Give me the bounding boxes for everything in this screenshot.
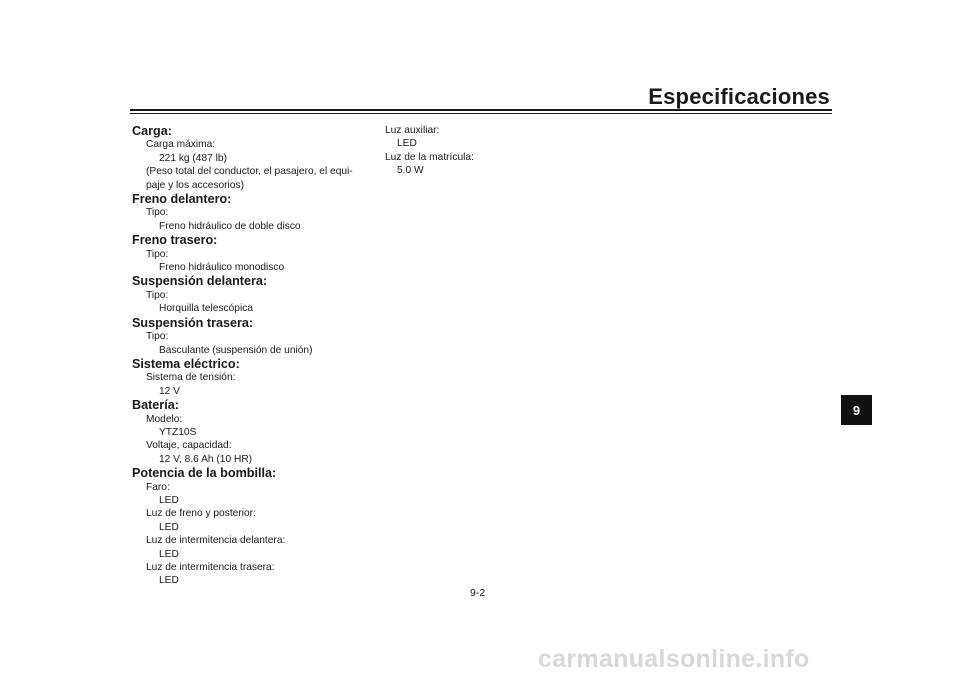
spec-value-luz-auxiliar: LED <box>397 138 417 150</box>
spec-note-line-1: (Peso total del conductor, el pasajero, el equi- <box>146 166 353 178</box>
header-rule-thin <box>130 113 832 114</box>
header-rule-thick <box>130 109 832 111</box>
spec-value-carga-maxima: 221 kg (487 lb) <box>159 152 227 164</box>
spec-value-sistema-tension: 12 V <box>159 385 180 397</box>
spec-value-modelo: YTZ10S <box>159 426 197 438</box>
page-number: 9-2 <box>470 587 486 599</box>
spec-label-luz-matricula: Luz de la matrícula: <box>385 151 474 163</box>
spec-label-tipo: Tipo: <box>146 331 169 343</box>
spec-label-carga-maxima: Carga máxima: <box>146 139 216 151</box>
spec-value-luz-matricula: 5.0 W <box>397 165 424 177</box>
spec-label-luz-auxiliar: Luz auxiliar: <box>385 125 440 136</box>
spec-label-voltaje: Voltaje, capacidad: <box>146 440 232 452</box>
spec-label-luz-freno: Luz de freno y posterior: <box>146 508 256 520</box>
section-heading-freno-delantero: Freno delantero: <box>132 192 232 207</box>
spec-value-luz-freno: LED <box>159 521 179 533</box>
section-heading-bateria: Batería: <box>132 398 179 413</box>
spec-value-intermitencia-trasera: LED <box>159 575 179 587</box>
spec-value-freno-delantero: Freno hidráulico de doble disco <box>159 220 301 232</box>
spec-label-sistema-tension: Sistema de tensión: <box>146 372 236 384</box>
spec-label-intermitencia-trasera: Luz de intermitencia trasera: <box>146 562 275 573</box>
chapter-tab: 9 <box>841 395 872 425</box>
spec-value-intermitencia-delantera: LED <box>159 548 179 560</box>
spec-label-tipo: Tipo: <box>146 207 169 219</box>
section-heading-carga: Carga: <box>132 124 172 138</box>
spec-label-tipo: Tipo: <box>146 289 169 301</box>
watermark-text: carmanualsonline.info <box>538 645 810 673</box>
spec-note-line-2: paje y los accesorios) <box>146 179 244 191</box>
spec-value-voltaje: 12 V, 8.6 Ah (10 HR) <box>159 453 253 465</box>
left-column <box>132 124 372 588</box>
spec-value-faro: LED <box>159 494 179 506</box>
spec-label-intermitencia-delantera: Luz de intermitencia delantera: <box>146 535 286 547</box>
section-heading-freno-trasero: Freno trasero: <box>132 233 218 248</box>
section-heading-sistema-electrico: Sistema eléctrico: <box>132 356 240 371</box>
section-heading-suspension-delantera: Suspensión delantera: <box>132 274 268 289</box>
section-heading-suspension-trasera: Suspensión trasera: <box>132 315 254 330</box>
spec-label-tipo: Tipo: <box>146 248 169 260</box>
spec-value-suspension-delantera: Horquilla telescópica <box>159 303 254 315</box>
spec-value-suspension-trasera: Basculante (suspensión de unión) <box>159 344 313 356</box>
spec-value-freno-trasero: Freno hidráulico monodisco <box>159 262 285 274</box>
spec-label-faro: Faro: <box>146 481 170 493</box>
right-column <box>385 124 625 178</box>
page-title: Especificaciones <box>648 84 830 109</box>
section-heading-potencia-bombilla: Potencia de la bombilla: <box>132 466 277 481</box>
spec-label-modelo: Modelo: <box>146 413 183 425</box>
